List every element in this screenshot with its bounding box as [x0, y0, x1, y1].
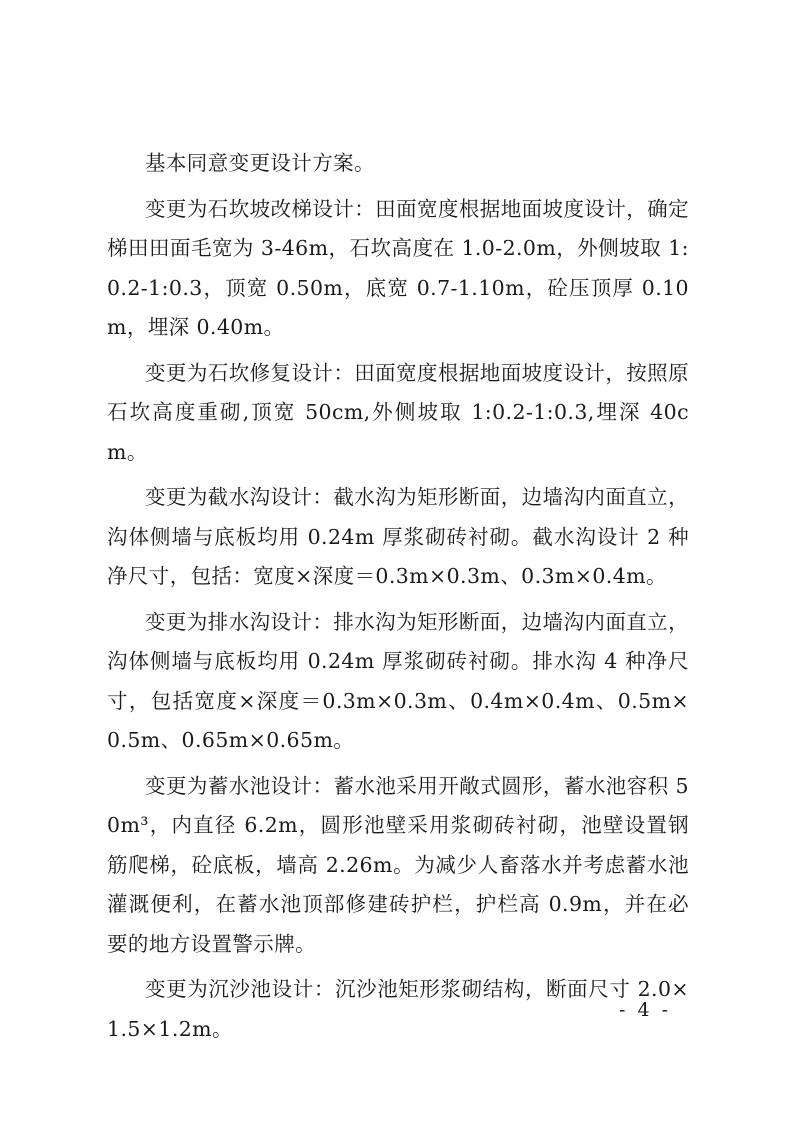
paragraph-approval: 基本同意变更设计方案。: [145, 151, 375, 175]
paragraph-intercepting-ditch: 变更为截水沟设计：截水沟为矩形断面，边墙沟内面直立，沟体侧墙与底板均用 0.24m 厚浆砌砖衬砌。截水沟设计 2 种净尺寸，包括：宽度×深度＝0.3m×0.3m、0.3m×0.4m。: [107, 485, 689, 588]
paragraph-stone-terrace-design: 变更为石坎坡改梯设计：田面宽度根据地面坡度设计，确定梯田田面毛宽为 3-46m，石坎高度在 1.0-2.0m，外侧坡取 1:0.2-1:0.3，顶宽 0.50m，底宽 0.7-1.10m，砼压顶厚 0.10m，埋深 0.40m。: [107, 196, 689, 339]
document-body: [107, 144, 689, 1055]
page-number: - 4 -: [618, 999, 671, 1021]
paragraph-stone-terrace-repair: 变更为石坎修复设计：田面宽度根据地面坡度设计，按照原石坎高度重砌,顶宽 50cm,外侧坡取 1:0.2-1:0.3,埋深 40cm。: [107, 360, 689, 464]
paragraph-drainage-ditch: 变更为排水沟设计：排水沟为矩形断面，边墙沟内面直立，沟体侧墙与底板均用 0.24m 厚浆砌砖衬砌。排水沟 4 种净尺寸，包括宽度×深度＝0.3m×0.3m、0.4m×0.4m、0.5m×0.5m、0.65m×0.65m。: [107, 609, 689, 752]
paragraph-sedimentation-tank: 变更为沉沙池设计：沉沙池矩形浆砌结构，断面尺寸 2.0×1.5×1.2m。: [107, 977, 689, 1041]
paragraph-reservoir: 变更为蓄水池设计：蓄水池采用开敞式圆形，蓄水池容积 50m³，内直径 6.2m，圆形池壁采用浆砌砖衬砌，池壁设置钢筋爬梯，砼底板，墙高 2.26m。为减少人畜落水并考虑蓄水池灌溉便利，在蓄水池顶部修建砖护栏，护栏高 0.9m，并在必要的地方设置警示牌。: [107, 773, 689, 956]
